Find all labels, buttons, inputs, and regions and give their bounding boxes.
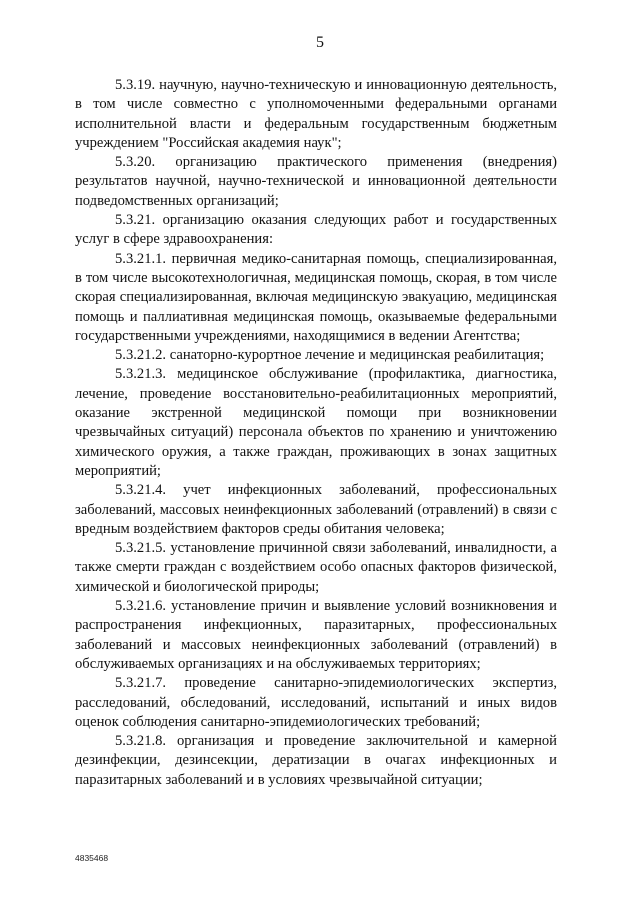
clause-5-3-21-3: 5.3.21.3. медицинское обслуживание (профилактика, диагностика, лечение, проведение восстановительно-реабилитационных мероприятий, оказание экстренной медицинской помощи при возникновении чрезвычайных ситуаций) персонала объектов по хранению и уничтожению химического оружия, а также граждан, проживающих в зонах защитных мероприятий; [75,366,557,479]
clause-5-3-21-5: 5.3.21.5. установление причинной связи заболеваний, инвалидности, а также смерти граждан с воздействием особо опасных факторов физической, химической и биологической природы; [75,540,557,595]
page-number: 5 [316,34,324,51]
clause-5-3-21-4: 5.3.21.4. учет инфекционных заболеваний, профессиональных заболеваний, массовых неинфекционных заболеваний (отравлений) в связи с вредным воздействием факторов среды обитания человека; [75,482,557,537]
clause-5-3-20: 5.3.20. организацию практического применения (внедрения) результатов научной, научно-технической и инновационной деятельности подведомственных организаций; [75,154,557,209]
clause-5-3-21-8: 5.3.21.8. организация и проведение заключительной и камерной дезинфекции, дезинсекции, дератизации в очагах инфекционных и паразитарных заболеваний и в условиях чрезвычайной ситуации; [75,733,557,788]
document-id-code: 4835468 [75,853,109,863]
clause-5-3-21-2: 5.3.21.2. санаторно-курортное лечение и медицинская реабилитация; [115,347,545,364]
clause-5-3-21: 5.3.21. организацию оказания следующих работ и государственных услуг в сфере здравоохранения: [75,212,557,248]
document-body [75,76,557,790]
clause-5-3-19: 5.3.19. научную, научно-техническую и инновационную деятельность, в том числе совместно с уполномоченными федеральными органами исполнительной власти и федеральным государственным бюджетным учреждением "Российская академия наук"; [75,77,557,151]
clause-5-3-21-6: 5.3.21.6. установление причин и выявление условий возникновения и распространения инфекционных, паразитарных, профессиональных заболеваний и массовых неинфекционных заболеваний (отравлений) в обслуживаемых организациях и на обслуживаемых территориях; [75,598,557,672]
clause-5-3-21-1: 5.3.21.1. первичная медико-санитарная помощь, специализированная, в том числе высокотехнологичная, медицинская помощь, скорая, в том числе скорая специализированная, включая медицинскую эвакуацию, медицинская помощь и паллиативная медицинская помощь, оказываемые федеральными государственными учреждениями, находящимися в ведении Агентства; [75,250,557,344]
clause-5-3-21-7: 5.3.21.7. проведение санитарно-эпидемиологических экспертиз, расследований, обследований, исследований, испытаний и иных видов оценок соблюдения санитарно-эпидемиологических требований; [75,675,557,730]
